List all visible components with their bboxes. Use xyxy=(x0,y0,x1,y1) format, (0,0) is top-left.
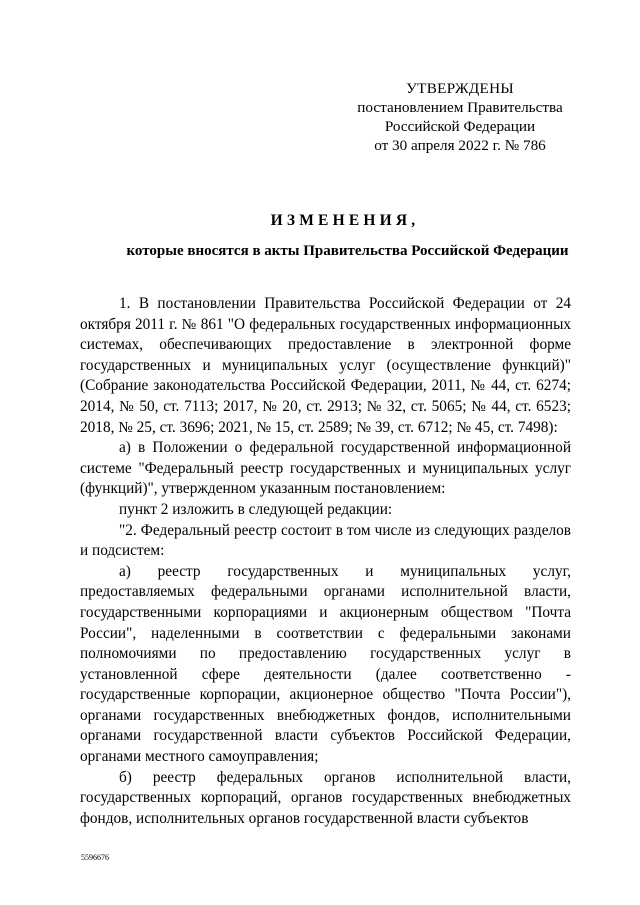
document-title: ИЗМЕНЕНИЯ, xyxy=(270,212,420,229)
approval-stamp xyxy=(345,79,575,155)
document-code: 5596676 xyxy=(81,853,109,862)
paragraph-2: а) в Положении о федеральной государственной информационной системе "Федеральный реестр государственных и муниципальных услуг (функций)", утвержденном указанным постановлением: xyxy=(80,439,571,498)
paragraph-3: пункт 2 изложить в следующей редакции: xyxy=(119,500,393,518)
paragraph-5: а) реестр государственных и муниципальных услуг, предоставляемых федеральными органами исполнительной власти, государственными корпорациями и акционерным обществом "Почта России", наделенными в соответствии с федеральными законами полномочиями по предоставлению государственных услуг в установленной сфере деятельности (далее соответственно - государственные корпорации, акционерное общество "Почта России"), органами государственных внебюджетных фондов, исполнительными органами государственной власти субъектов Российской Федерации, органами местного самоуправления; xyxy=(80,562,571,766)
document-body xyxy=(80,294,571,829)
paragraph-4: "2. Федеральный реестр состоит в том числе из следующих разделов и подсистем: xyxy=(80,521,571,560)
approval-title: УТВЕРЖДЕНЫ xyxy=(406,80,514,97)
document-subtitle: которые вносятся в акты Правительства Российской Федерации xyxy=(126,243,569,259)
approval-line-3: от 30 апреля 2022 г. № 786 xyxy=(374,137,546,154)
document-heading xyxy=(60,210,620,261)
approval-line-1: постановлением Правительства xyxy=(357,99,563,116)
paragraph-1: 1. В постановлении Правительства Российской Федерации от 24 октября 2011 г. № 861 "О федеральных государственных информационных системах, обеспечивающих предоставление в электронной форме государственных и муниципальных услуг (осуществление функций)" (Собрание законодательства Российской Федерации, 2011, № 44, ст. 6274; 2014, № 50, ст. 7113; 2017, № 20, ст. 2913; № 32, ст. 5065; № 44, ст. 6523; 2018, № 25, ст. 3696; 2021, № 15, ст. 2589; № 39, ст. 6712; № 45, ст. 7498): xyxy=(80,295,571,436)
approval-line-2: Российской Федерации xyxy=(384,118,536,135)
paragraph-6: б) реестр федеральных органов исполнительной власти, государственных корпораций, органов государственных внебюджетных фондов, исполнительных органов государственной власти субъектов xyxy=(80,768,571,827)
